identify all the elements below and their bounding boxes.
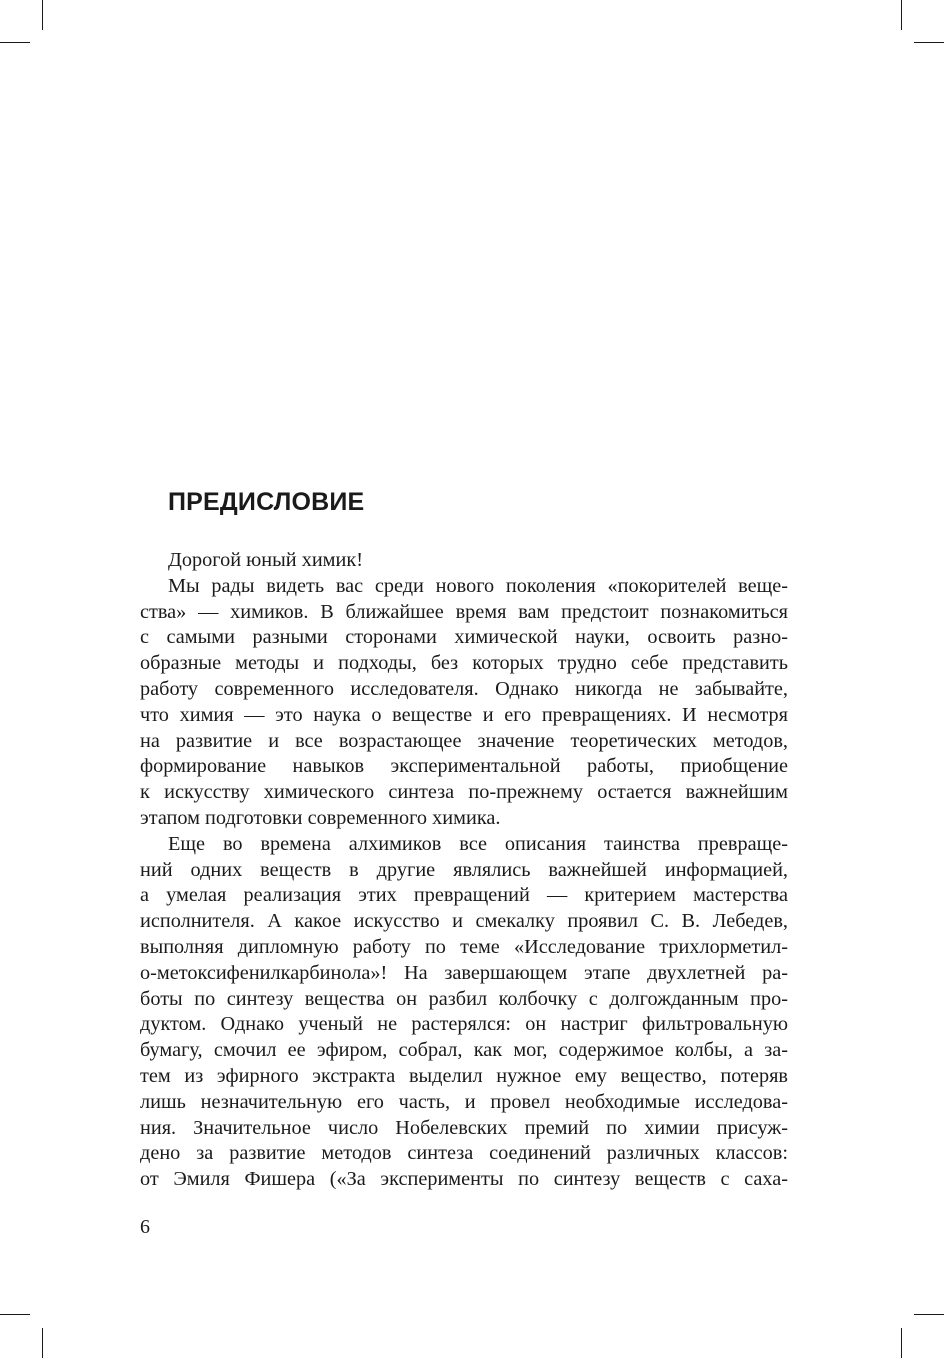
body-text [140, 548, 788, 1193]
text-line: к искусству химического синтеза по-прежнему остается важнейшим [140, 781, 788, 804]
text-line: ний одних веществ в другие являлись важнейшей информацией, [140, 858, 788, 881]
text-line: боты по синтезу вещества он разбил колбочку с долгожданным про- [140, 987, 788, 1010]
text-line: лишь незначительную его часть, и провел необходимые исследова- [140, 1090, 788, 1113]
text-line: ства» — химиков. В ближайшее время вам предстоит познакомиться [140, 600, 788, 623]
text-line: Еще во времена алхимиков все описания таинства превраще- [168, 832, 788, 855]
chapter-heading: ПРЕДИСЛОВИЕ [168, 488, 365, 516]
crop-mark-bottom-right-vertical [901, 1328, 902, 1358]
crop-mark-bottom-left-horizontal [0, 1314, 30, 1315]
text-line: этапом подготовки современного химика. [140, 806, 501, 829]
crop-mark-top-right-vertical [901, 0, 902, 30]
text-line: что химия — это наука о веществе и его превращениях. И несмотря [140, 703, 788, 726]
text-line: от Эмиля Фишера («За эксперименты по синтезу веществ с саха- [140, 1168, 788, 1191]
text-line: выполняя дипломную работу по теме «Исследование трихлорметил- [140, 935, 788, 958]
text-line: исполнителя. А какое искусство и смекалку проявил С. В. Лебедев, [140, 910, 788, 933]
crop-mark-bottom-left-vertical [42, 1328, 43, 1358]
text-line: дено за развитие методов синтеза соединений различных классов: [140, 1142, 788, 1165]
text-line: формирование навыков экспериментальной работы, приобщение [140, 755, 788, 778]
text-line: о-метоксифенилкарбинола»! На завершающем этапе двухлетней ра- [140, 961, 788, 984]
text-line: а умелая реализация этих превращений — критерием мастерства [140, 884, 788, 907]
text-line: дуктом. Однако ученый не растерялся: он настриг фильтровальную [140, 1013, 788, 1036]
crop-mark-top-left-vertical [42, 0, 43, 30]
text-line: ния. Значительное число Нобелевских премий по химии присуж- [140, 1116, 788, 1139]
text-line: тем из эфирного экстракта выделил нужное ему вещество, потеряв [140, 1064, 788, 1087]
text-line: на развитие и все возрастающее значение теоретических методов, [140, 729, 788, 752]
text-line: бумагу, смочил ее эфиром, собрал, как мог, содержимое колбы, а за- [140, 1039, 788, 1062]
page-number: 6 [140, 1216, 150, 1238]
crop-mark-bottom-right-horizontal [914, 1314, 944, 1315]
text-line: образные методы и подходы, без которых трудно себе представить [140, 652, 788, 675]
text-line: с самыми разными сторонами химической науки, освоить разно- [140, 626, 788, 649]
text-line: Мы рады видеть вас среди нового поколения «покорителей веще- [168, 574, 788, 597]
crop-mark-top-right-horizontal [914, 42, 944, 43]
crop-mark-top-left-horizontal [0, 42, 30, 43]
text-line: работу современного исследователя. Однако никогда не забывайте, [140, 677, 788, 700]
text-line: Дорогой юный химик! [168, 549, 363, 571]
